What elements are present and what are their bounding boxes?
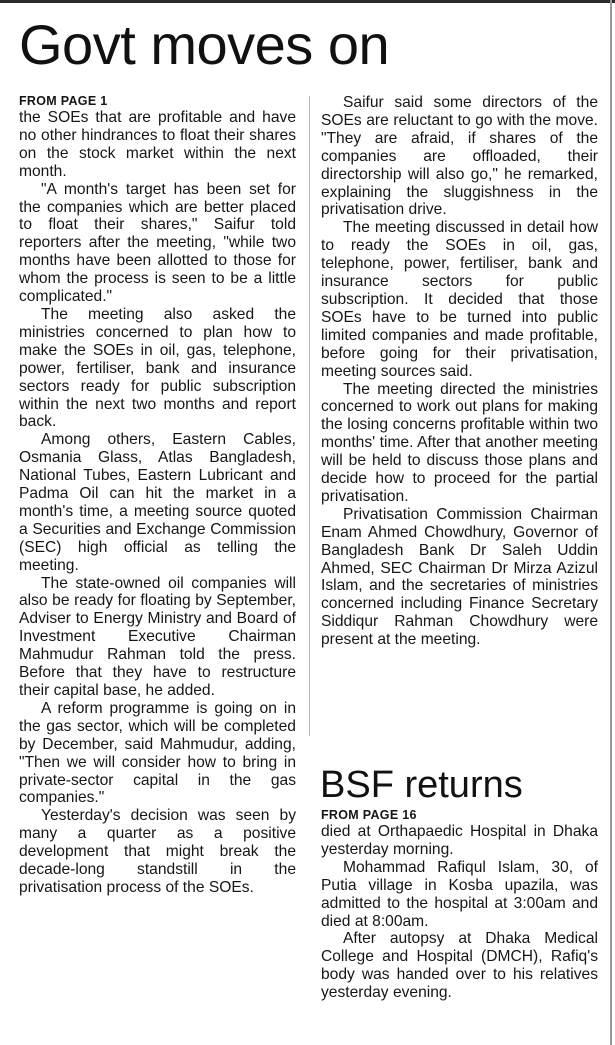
article-paragraph: The state-owned oil companies will also be ready for floating by September, Adviser to Energy Ministry and Board of Investment Executive Chairman Mahmudur Rahman told the press. Before that they have to restructure their capital base, he added. xyxy=(19,574,296,699)
article-paragraph: Mohammad Rafiqul Islam, 30, of Putia village in Kosba upazila, was admitted to the hospital at 3:00am and died at 8:00am. xyxy=(321,858,598,930)
page-edge-rule xyxy=(610,0,612,1045)
from-page-label: FROM PAGE 16 xyxy=(321,808,417,822)
article-paragraph: A reform programme is going on in the gas sector, which will be completed by December, said Mahmudur, adding, "Then we will consider how to bring in private-sector capital in the gas companies." xyxy=(19,699,296,807)
article-column-right xyxy=(321,94,598,649)
article-paragraph: The meeting discussed in detail how to ready the SOEs in oil, gas, telephone, power, fertiliser, bank and insurance sectors for public subscription. It decided that those SOEs have to be turned into public limited companies and made profitable, before going for their privatisation, meeting sources said. xyxy=(321,219,598,380)
article-paragraph: "A month's target has been set for the companies which are better placed to float their shares," Saifur told reporters after the meeting, "while two months have been allotted to those for whom the process is seen to be a little complicated." xyxy=(19,180,296,306)
second-headline: BSF returns xyxy=(320,764,523,806)
top-rule xyxy=(0,0,615,3)
article-paragraph: died at Orthapaedic Hospital in Dhaka yesterday morning. xyxy=(321,823,598,858)
article-paragraph: Saifur said some directors of the SOEs are reluctant to go with the move. "They are afraid, if shares of the companies are offloaded, their directorship will also go," he remarked, explaining the sluggishness in the privatisation drive. xyxy=(321,94,598,219)
article-paragraph: After autopsy at Dhaka Medical College and Hospital (DMCH), Rafiq's body was handed over to his relatives yesterday evening. xyxy=(321,930,598,1002)
from-page-label: FROM PAGE 1 xyxy=(19,94,108,108)
article-paragraph: the SOEs that are profitable and have no other hindrances to float their shares on the stock market within the next month. xyxy=(19,109,296,180)
article-paragraph: Privatisation Commission Chairman Enam Ahmed Chowdhury, Governor of Bangladesh Bank Dr Saleh Uddin Ahmed, SEC Chairman Dr Mirza Azizul Islam, and the secretaries of ministries concerned including Finance Secretary Siddiqur Rahman Chowdhury were present at the meeting. xyxy=(321,505,598,649)
article-paragraph: Yesterday's decision was seen by many a quarter as a positive development that might break the decade-long standstill in the privatisation process of the SOEs. xyxy=(19,807,296,896)
article-paragraph: The meeting also asked the ministries concerned to plan how to make the SOEs in oil, gas, telephone, power, fertiliser, bank and insurance sectors ready for public subscription within the next two months and report back. xyxy=(19,305,296,431)
main-headline: Govt moves on xyxy=(19,13,390,76)
article-paragraph: Among others, Eastern Cables, Osmania Glass, Atlas Bangladesh, National Tubes, Eastern Lubricant and Padma Oil can hit the market in a month's time, a meeting source quoted a Securities and Exchange Commission (SEC) high official as telling the meeting. xyxy=(19,431,296,574)
column-divider xyxy=(309,96,310,736)
article-column-left xyxy=(19,94,296,897)
second-article xyxy=(321,762,598,1002)
article-paragraph: The meeting directed the ministries concerned to work out plans for making the losing concerns profitable within two months' time. After that another meeting will be held to discuss those plans and decide how to proceed for the partial privatisation. xyxy=(321,380,598,505)
